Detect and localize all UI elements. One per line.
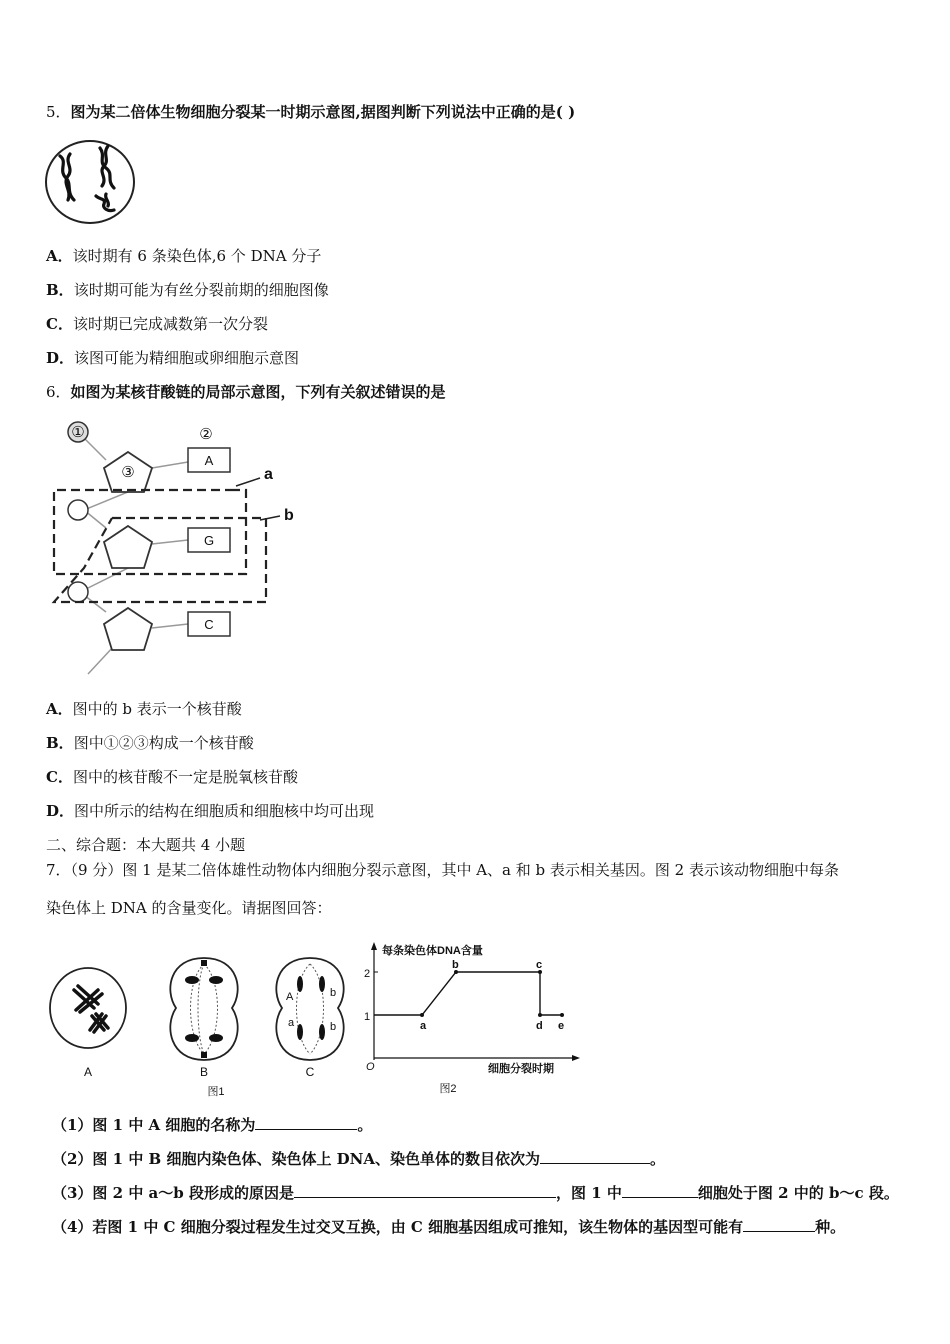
point-label-d: d: [536, 1020, 543, 1032]
answer-blank[interactable]: [743, 1217, 815, 1232]
base-label-2: G: [203, 533, 215, 548]
cell-label-b: B: [199, 1065, 209, 1079]
point-d: [538, 1013, 542, 1017]
option-text: 图中所示的结构在细胞质和细胞核中均可出现: [74, 802, 375, 820]
option-label: A．: [46, 700, 73, 718]
q7-stem-line1: [46, 860, 839, 880]
sub-text-end: 细胞处于图 2 中的 b～c 段。: [697, 1184, 899, 1202]
base-label-3: C: [204, 617, 214, 632]
q7-stem-text-1: （9 分）图 1 是某二倍体雄性动物体内细胞分裂示意图，其中 A、a 和 b 表示相关基因。图 2 表示该动物细胞中每条: [70, 861, 839, 879]
point-label-c: c: [536, 959, 543, 971]
option-text: 图中的核苷酸不一定是脱氧核苷酸: [72, 768, 298, 786]
base-label-1: A: [204, 453, 214, 468]
sub-text-end: 。: [650, 1150, 666, 1168]
q6-option-b[interactable]: [46, 733, 254, 753]
marker-2: ②: [199, 426, 213, 443]
q5-option-b[interactable]: [46, 280, 329, 300]
phosphate-circle-3: [68, 582, 88, 602]
q5-number: 5．: [46, 103, 71, 121]
option-label: B．: [46, 734, 74, 752]
point-label-a: a: [420, 1020, 427, 1032]
cell-label-a: A: [83, 1065, 93, 1079]
answer-blank[interactable]: [540, 1149, 650, 1164]
option-text: 该时期可能为有丝分裂前期的细胞图像: [73, 281, 329, 299]
point-label-b: b: [452, 959, 459, 971]
cell-label-c: C: [305, 1065, 315, 1079]
box-label-a: a: [264, 466, 273, 483]
answer-blank[interactable]: [255, 1115, 357, 1130]
q5-option-a[interactable]: [46, 246, 321, 266]
q7-stem-line2: 染色体上 DNA 的含量变化。请据图回答：: [46, 899, 332, 917]
option-label: D．: [46, 802, 75, 820]
q7-number: 7．: [46, 861, 71, 879]
q5-option-c[interactable]: [46, 314, 268, 334]
q5-stem: [46, 102, 575, 122]
sugar-pentagon-3: [104, 608, 152, 650]
option-label: C．: [46, 768, 73, 786]
gene-label-b-lower: b: [330, 1021, 337, 1033]
point-a: [420, 1013, 424, 1017]
answer-blank-2[interactable]: [622, 1183, 698, 1198]
point-e: [560, 1013, 564, 1017]
gene-label-A: A: [286, 991, 294, 1003]
q6-stem: [46, 382, 446, 402]
q7-figure2: [364, 940, 584, 1102]
sugar-pentagon-2: [104, 526, 152, 568]
q5-stem-text: 图为某二倍体生物细胞分裂某一时期示意图,据图判断下列说法中正确的是( ): [70, 103, 576, 121]
q6-option-a[interactable]: [46, 699, 242, 719]
sub-text: （1）图 1 中 A 细胞的名称为: [52, 1116, 256, 1134]
q6-option-c[interactable]: [46, 767, 298, 787]
option-text: 该图可能为精细胞或卵细胞示意图: [74, 349, 300, 367]
sub-text: （2）图 1 中 B 细胞内染色体、染色体上 DNA、染色单体的数目依次为: [52, 1150, 541, 1168]
option-text: 该时期有 6 条染色体,6 个 DNA 分子: [72, 247, 322, 265]
sub-text: （3）图 2 中 a～b 段形成的原因是: [52, 1184, 294, 1202]
figure1-caption: 图1: [207, 1086, 225, 1098]
dna-content-line: [374, 972, 562, 1015]
option-text: 该时期已完成减数第一次分裂: [72, 315, 268, 333]
q7-sub-4: [52, 1217, 845, 1237]
x-axis-label: 细胞分裂时期: [488, 1063, 554, 1075]
y-axis-label: 每条染色体DNA含量: [382, 945, 483, 957]
origin-label: O: [366, 1061, 375, 1073]
q7-sub-1: [52, 1115, 372, 1135]
q7-sub-3: [52, 1183, 899, 1203]
q6-nucleotide-figure: [44, 418, 314, 682]
cell-b: [170, 958, 237, 1060]
section-title: 二、综合题：本大题共 4 小题: [46, 836, 246, 854]
gene-label-b-upper: b: [330, 987, 337, 999]
option-text: 图中①②③构成一个核苷酸: [73, 734, 254, 752]
q6-option-d[interactable]: [46, 801, 374, 821]
q5-cell-figure: [44, 138, 138, 226]
option-label: A．: [46, 247, 73, 265]
gene-label-a: a: [288, 1017, 295, 1029]
option-label: C．: [46, 315, 73, 333]
q6-stem-text: 如图为某核苷酸链的局部示意图，下列有关叙述错误的是: [70, 383, 446, 401]
tick-label-2: 2: [364, 968, 371, 980]
option-label: D．: [46, 349, 75, 367]
phosphate-circle-2: [68, 500, 88, 520]
figure2-caption: 图2: [439, 1083, 457, 1095]
box-label-b: b: [284, 507, 294, 524]
sub-text: （4）若图 1 中 C 细胞分裂过程发生过交叉互换，由 C 细胞基因组成可推知，该生物体的基因型可能有: [52, 1218, 744, 1236]
cell-c: [276, 958, 343, 1060]
q7-sub-2: [52, 1149, 665, 1169]
cell-a: [50, 968, 126, 1048]
option-text: 图中的 b 表示一个核苷酸: [72, 700, 242, 718]
answer-blank-1[interactable]: [294, 1183, 556, 1198]
marker-1: ①: [71, 424, 85, 441]
option-label: B．: [46, 281, 74, 299]
sub-text-end: 种。: [815, 1218, 846, 1236]
point-label-e: e: [558, 1020, 565, 1032]
sub-text-mid: ，图 1 中: [555, 1184, 622, 1202]
q5-option-d[interactable]: [46, 348, 299, 368]
q6-number: 6．: [46, 383, 71, 401]
q7-figure1: [46, 950, 356, 1102]
marker-3: ③: [121, 464, 135, 481]
tick-label-1: 1: [364, 1011, 371, 1023]
sub-text-end: 。: [357, 1116, 373, 1134]
